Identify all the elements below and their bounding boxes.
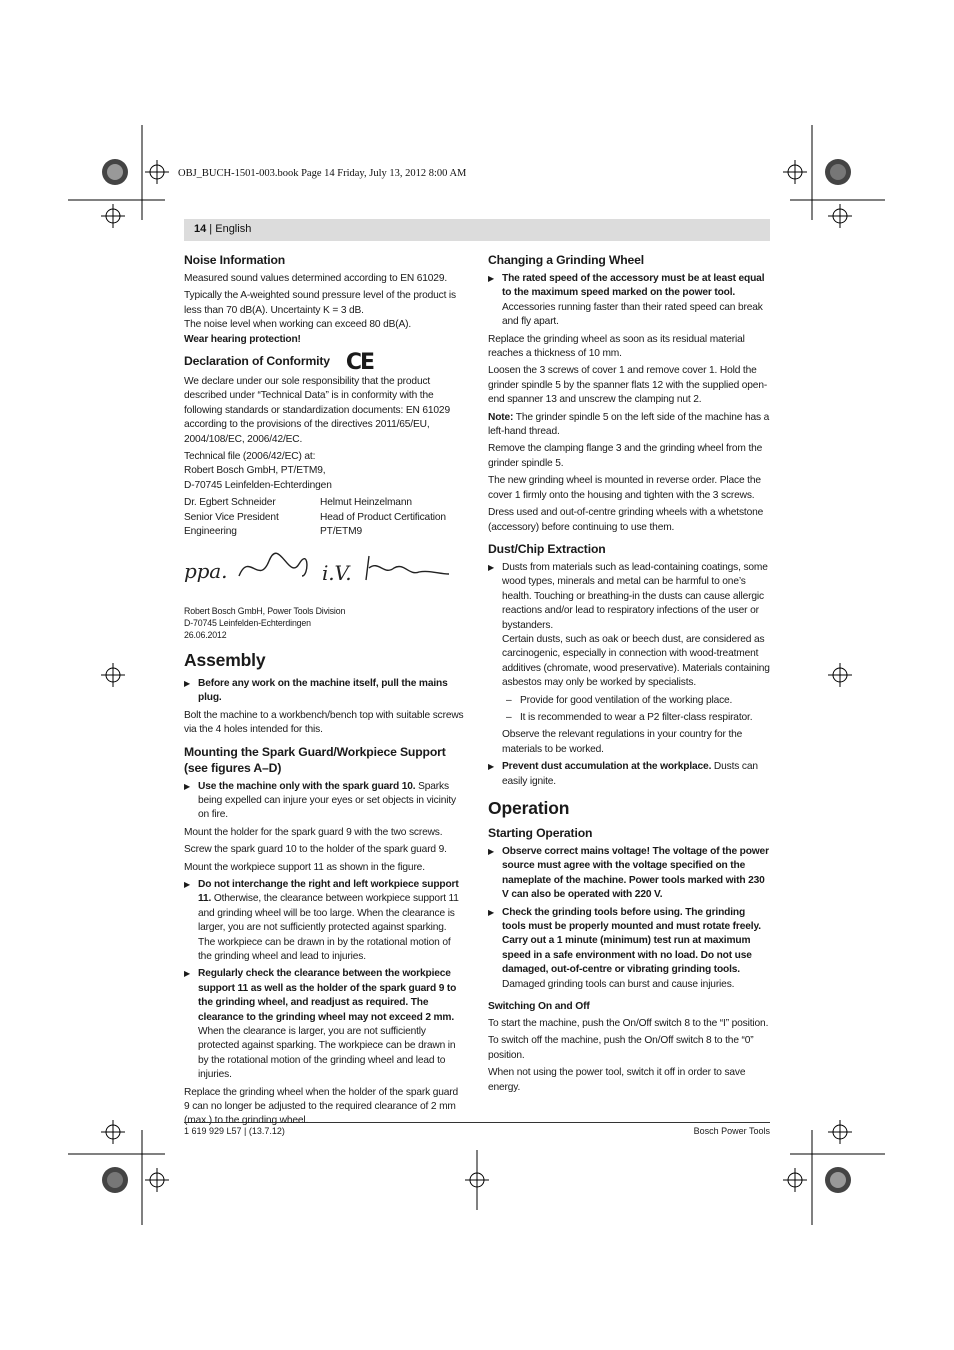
conformity-p2a: Technical file (2006/42/EC) at: bbox=[184, 451, 316, 463]
dust-bullet-1-p2: Certain dusts, such as oak or beech dust, are considered as carcinogenic, especially in connection with wood-treatment additives (chromate, wood preservative). Materials containing asbestos may only be worked by specialists. bbox=[502, 633, 770, 689]
mounting-p3: Mount the workpiece support 11 as shown in the figure. bbox=[184, 861, 425, 873]
dust-bullet-1-p3: Observe the relevant regulations in your country for the materials to be worked. bbox=[502, 729, 743, 755]
noise-p2: Typically the A-weighted sound pressure level of the product is less than 70 dB(A). Uncertainty K = 3 dB. bbox=[184, 290, 456, 316]
changing-note: Note: The grinder spindle 5 on the left side of the machine has a left-hand thread. bbox=[488, 411, 770, 438]
changing-p4: The new grinding wheel is mounted in reverse order. Place the cover 1 firmly onto the housing and tighten with the 3 screws. bbox=[488, 475, 761, 501]
switching-title: Switching On and Off bbox=[488, 1001, 590, 1013]
assembly-p1: Bolt the machine to a workbench/bench top with suitable screws via the 4 holes intended for this. bbox=[184, 709, 464, 736]
svg-text:ppa.: ppa. bbox=[184, 558, 228, 583]
mounting-p2: Screw the spark guard 10 to the holder of the spark guard 9. bbox=[184, 844, 447, 856]
sig2-dept: PT/ETM9 bbox=[320, 526, 362, 538]
signatures-image bbox=[184, 546, 454, 596]
sig2-name: Helmut Heinzelmann bbox=[320, 497, 412, 509]
assembly-bullet-1: ▶ Before any work on the machine itself, pull the mains plug. bbox=[184, 677, 466, 706]
mounting-title: Mounting the Spark Guard/Workpiece Support (see figures A–D) bbox=[184, 744, 446, 775]
mounting-p4: Replace the grinding wheel when the holder of the spark guard 9 can no longer be adjusted to the required clearance of 2 mm (max.) to the grinding wheel. bbox=[184, 1086, 459, 1127]
operation-bullet-2: ▶ Check the grinding tools before using. The grinding tools must be properly mounted and must rotate freely. Carry out a 1 minute (minimum) test run at maximum speed in a safe environment with no load. Do not use damaged, out-of-centre or vibrating grinding tools. Damaged grinding tools can burst and cause injuries. bbox=[488, 906, 770, 992]
dust-dash-2: – It is recommended to wear a P2 filter-class respirator. bbox=[488, 711, 770, 725]
mounting-bullet-2: ▶ Do not interchange the right and left workpiece support 11. Otherwise, the clearance between workpiece support 11 and grinding wheel will be too large. When the clearance is larger, you are not sufficiently protected against sparking. The workpiece can be drawn in by the rotational motion of the grinding wheel and lead to injuries. bbox=[184, 878, 466, 964]
changing-bullet-1: ▶ The rated speed of the accessory must be at least equal to the maximum speed marked on the power tool. Accessories running faster than their rated speed can break and fly apart. bbox=[488, 272, 770, 330]
noise-p1: Measured sound values determined according to EN 61029. bbox=[184, 273, 448, 284]
sig1-name: Dr. Egbert Schneider bbox=[184, 497, 276, 509]
operation-bullet-1: ▶ Observe correct mains voltage! The voltage of the power source must agree with the voltage specified on the nameplate of the machine. Power tools marked with 230 V can also be operated with 220 V. bbox=[488, 845, 770, 903]
operation-title: Operation bbox=[488, 798, 570, 818]
page-header: 14 | English bbox=[184, 219, 770, 241]
dust-dash-1: – Provide for good ventilation of the working place. bbox=[488, 694, 770, 708]
company-2: D-70745 Leinfelden-Echterdingen bbox=[184, 617, 311, 628]
noise-p4: Wear hearing protection! bbox=[184, 333, 301, 345]
sig2-title: Head of Product Certification bbox=[320, 511, 446, 523]
dust-bullet-2: ▶ Prevent dust accumulation at the workplace. Dusts can easily ignite. bbox=[488, 760, 770, 789]
mounting-bullet-3: ▶ Regularly check the clearance between the workpiece support 11 as well as the holder of the spark guard 9 to the grinding wheel, and readjust as required. The clearance to the grinding wheel may not exceed 2 mm. When the clearance is larger, you are not sufficiently protected against sparking. The workpiece can be drawn in by the rotational motion of the grinding wheel and lead to injuries. bbox=[184, 967, 466, 1082]
conformity-p2c: D-70745 Leinfelden-Echterdingen bbox=[184, 479, 332, 491]
right-column bbox=[488, 246, 770, 1098]
changing-p3: Remove the clamping flange 3 and the grinding wheel from the grinder spindle 5. bbox=[488, 443, 763, 469]
mounting-p1: Mount the holder for the spark guard 9 with the two screws. bbox=[184, 826, 443, 838]
footer-doc-number: 1 619 929 L57 | (13.7.12) bbox=[184, 1126, 285, 1136]
changing-p2: Loosen the 3 screws of cover 1 and remove cover 1. Hold the grinder spindle 5 by the spanner flats 12 with the supplied open-end spanner 13 and unscrew the clamping nut 2. bbox=[488, 365, 768, 406]
assembly-title: Assembly bbox=[184, 649, 266, 670]
header-language: English bbox=[215, 223, 252, 235]
company-1: Robert Bosch GmbH, Power Tools Division bbox=[184, 605, 346, 616]
page-number: 14 bbox=[194, 223, 207, 235]
left-column bbox=[184, 246, 466, 1132]
conformity-p2b: Robert Bosch GmbH, PT/ETM9, bbox=[184, 465, 326, 477]
changing-p1: Replace the grinding wheel as soon as its residual material reaches a thickness of 10 mm. bbox=[488, 333, 745, 360]
dust-title: Dust/Chip Extraction bbox=[488, 541, 606, 556]
sig1-title: Senior Vice President bbox=[184, 511, 279, 523]
printer-line: OBJ_BUCH-1501-003.book Page 14 Friday, July 13, 2012 8:00 AM bbox=[178, 168, 467, 179]
switching-p2: To switch off the machine, push the On/Off switch 8 to the “0” position. bbox=[488, 1035, 754, 1061]
conformity-p1: We declare under our sole responsibility that the product described under “Technical Data” is in conformity with the following standards or standardization documents: EN 61029 according to the provisions of the directives 2011/65/EU, 2004/108/EC, 2006/42/EC. bbox=[184, 376, 450, 445]
footer-rule bbox=[184, 1122, 770, 1123]
noise-p3: The noise level when working can exceed 80 dB(A). bbox=[184, 319, 412, 331]
dust-bullet-1: ▶ Dusts from materials such as lead-containing coatings, some wood types, minerals and metal can be harmful to one’s health. Touching or breathing-in the dusts can cause allergic reactions and/or lead to respiratory infections of the user or bystanders. bbox=[488, 561, 770, 633]
svg-text:i.V.: i.V. bbox=[322, 560, 352, 585]
switching-p1: To start the machine, push the On/Off switch 8 to the “I” position. bbox=[488, 1018, 769, 1030]
noise-title: Noise Information bbox=[184, 253, 286, 267]
sig1-dept: Engineering bbox=[184, 526, 237, 538]
changing-title: Changing a Grinding Wheel bbox=[488, 253, 645, 267]
mounting-bullet-1: ▶ Use the machine only with the spark guard 10. Sparks being expelled can injure your eyes or set objects in vicinity on fire. bbox=[184, 780, 466, 823]
conformity-title: Declaration of Conformity CE bbox=[184, 350, 374, 376]
changing-p5: Dress used and out-of-centre grinding wheels with a whetstone (accessory) before continuing to use them. bbox=[488, 507, 764, 533]
starting-title: Starting Operation bbox=[488, 826, 593, 840]
company-3: 26.06.2012 bbox=[184, 629, 227, 640]
signatories bbox=[184, 496, 466, 539]
switching-p3: When not using the power tool, switch it off in order to save energy. bbox=[488, 1067, 746, 1093]
footer-brand: Bosch Power Tools bbox=[693, 1126, 770, 1136]
ce-mark-icon: CE bbox=[345, 350, 374, 376]
